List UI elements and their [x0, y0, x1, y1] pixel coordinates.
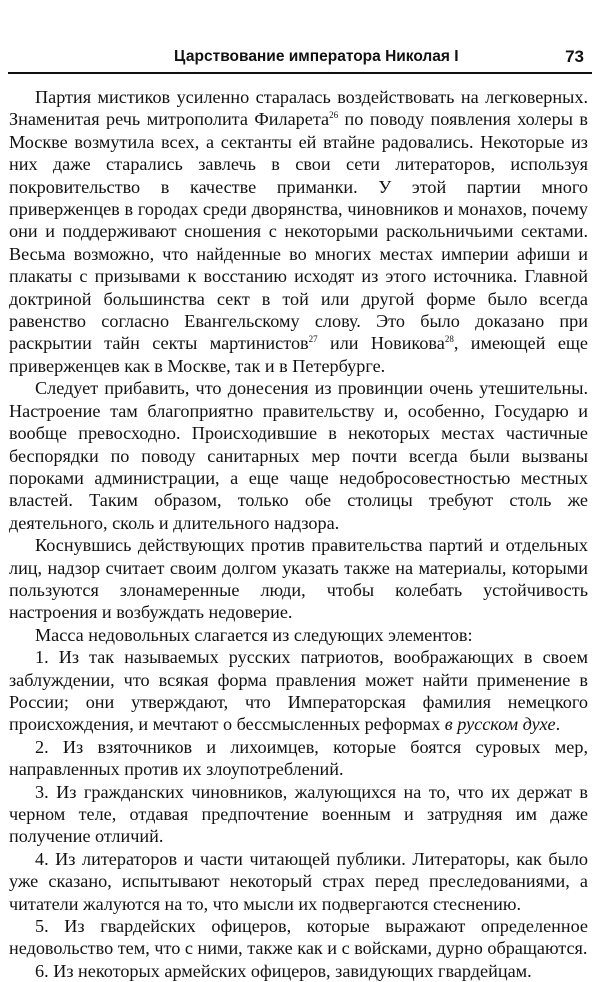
text-run: 4. Из литераторов и части читающей публики. Литераторы, как было уже сказано, испытывают некоторый страх перед преследованиями, а читатели жалуются на то, что мысли их подвергаются стеснению.: [9, 848, 588, 914]
paragraph: [9, 534, 588, 624]
emphasis-text: в русском духе: [444, 714, 556, 735]
paragraph: [9, 86, 588, 377]
text-run: Следует прибавить, что донесения из провинции очень утешительны. Настроение там благоприятно правительству и, особенно, Государю и вообще превосходно. Происходившие в некоторых местах частичные беспорядки по поводу санитарных мер почти всегда были вызваны пороками администрации, а еще чаще недобросовестностью местных властей. Таким образом, только обе столицы требуют столь же деятельного, сколь и длительного надзора.: [9, 378, 588, 533]
paragraph: [9, 781, 588, 848]
text-run: .: [555, 714, 561, 735]
text-run: Партия мистиков усиленно старалась воздействовать на легковерных. Знаменитая речь митрополита Филарета: [9, 87, 588, 130]
text-run: 6. Из некоторых армейских офицеров, завидующих гвардейцам.: [35, 960, 532, 981]
paragraph: [9, 736, 588, 781]
text-run: Коснувшись действующих против правительства партий и отдельных лиц, надзор считает своим долгом указать также на материалы, которыми пользуются злонамеренные люди, чтобы колебать устойчивость настроения и возбуждать недоверие.: [9, 535, 588, 623]
paragraph: [9, 848, 588, 915]
text-run: 3. Из гражданских чиновников, жалующихся на то, что их держат в черном теле, отдавая предпочтение военным и затрудняя им даже получение отличий.: [9, 781, 588, 847]
paragraph: [9, 624, 588, 646]
text-run: 5. Из гвардейских офицеров, которые выражают определенное недовольство тем, что с ними, также как и с войсками, дурно обращаются.: [9, 916, 588, 959]
footnote-ref: 28: [444, 334, 454, 345]
page-number: 73: [565, 47, 584, 66]
text-run: Масса недовольных слагается из следующих элементов:: [35, 624, 473, 645]
paragraph: [9, 646, 588, 736]
footnote-ref: 27: [308, 334, 318, 345]
paragraph: [9, 960, 588, 982]
running-header: [8, 42, 592, 74]
running-header-title: Царствование императора Николая I: [174, 48, 459, 65]
paragraph: [9, 377, 588, 534]
paragraph: [9, 915, 588, 960]
text-run: , имеющей еще приверженцев как в Москве, так и в Петербурге.: [9, 333, 588, 376]
footnote-ref: 26: [329, 110, 339, 121]
text-run: или Новикова: [317, 333, 445, 354]
body-text: [9, 86, 588, 982]
text-run: 1. Из так называемых русских патриотов, воображающих в своем заблуждении, что всякая форма правления может найти применение в России; они утверждают, что Императорская фамилия немецкого происхождения, и мечтают о бессмысленных реформах: [9, 647, 588, 735]
text-run: по поводу появления холеры в Москве возмутила всех, а сектанты ей втайне радовались. Некоторые из них даже старались завлечь в свои сети литераторов, используя покровительство в качестве приманки. У этой партии много приверженцев в городах среди дворянства, чиновников и монахов, почему они и поддерживают сношения с некоторыми раскольничьими сектами. Весьма возможно, что найденные во многих местах империи афиши и плакаты с призывами к восстанию исходят из этого источника. Главной доктриной большинства сект в той или другой форме было всегда равенство согласно Евангельскому слову. Это было доказано при раскрытии тайн секты мартинистов: [9, 109, 588, 354]
text-run: 2. Из взяточников и лихоимцев, которые боятся суровых мер, направленных против их злоупотреблений.: [9, 736, 588, 780]
